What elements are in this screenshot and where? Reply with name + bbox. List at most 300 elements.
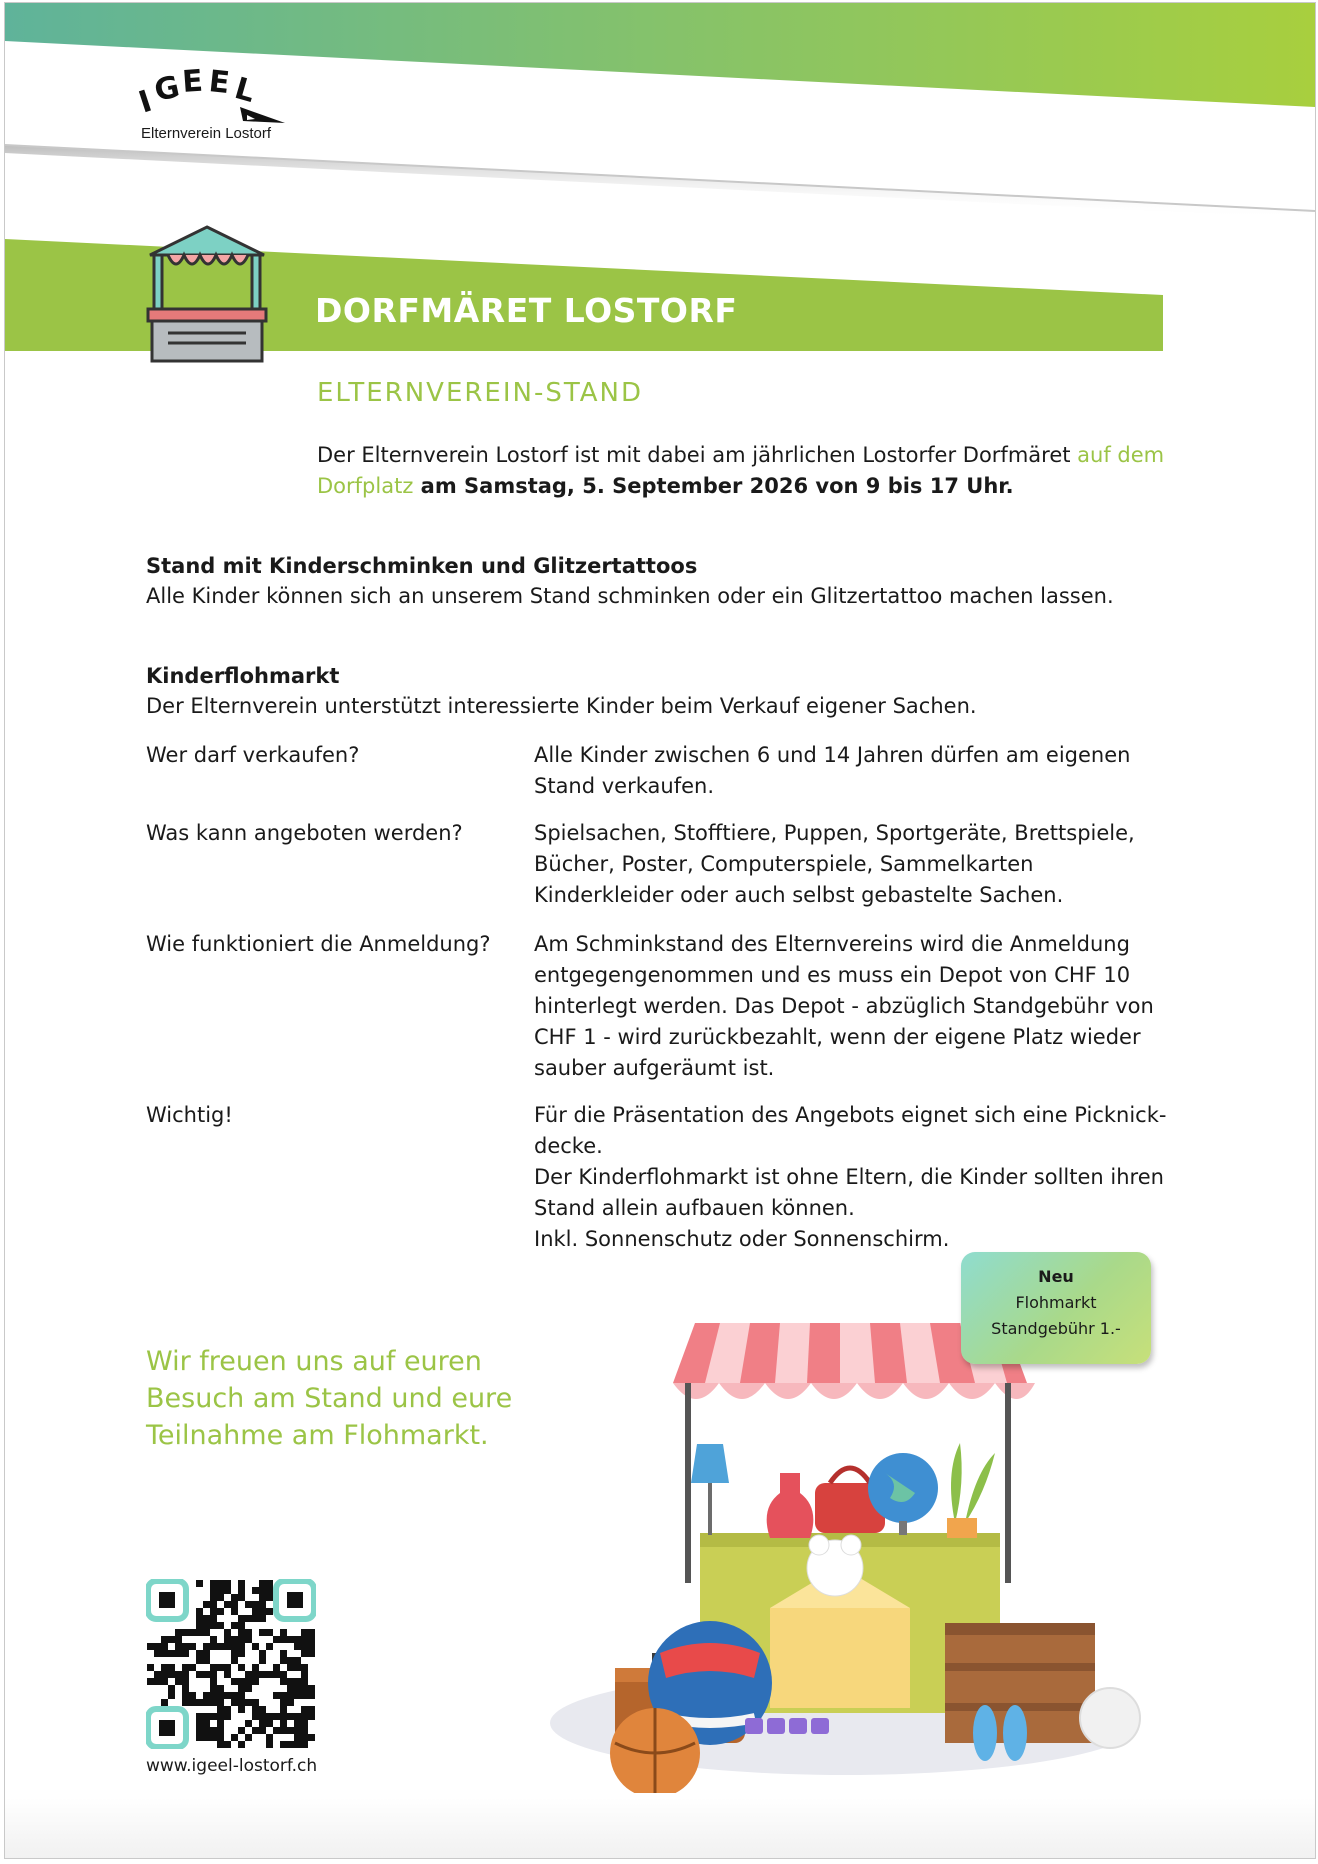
qr-module <box>224 1741 231 1748</box>
qr-module <box>252 1601 259 1608</box>
qr-module <box>217 1664 224 1671</box>
qr-module <box>231 1678 238 1685</box>
qr-module <box>210 1594 217 1601</box>
qr-module <box>175 1636 182 1643</box>
qr-module <box>238 1706 245 1713</box>
qr-module <box>280 1636 287 1643</box>
qr-module <box>245 1671 252 1678</box>
qr-module <box>273 1713 280 1720</box>
qr-module <box>154 1671 161 1678</box>
badge-line: Flohmarkt <box>1015 1293 1097 1312</box>
svg-text:L: L <box>230 71 259 110</box>
intro-paragraph <box>317 440 1177 502</box>
qr-module <box>238 1678 245 1685</box>
qr-module <box>245 1734 252 1741</box>
answer-line: Für die Präsentation des Angebots eignet sich eine Picknick- <box>534 1103 1167 1127</box>
qr-module <box>210 1622 217 1629</box>
qr-module <box>231 1657 238 1664</box>
new-badge <box>961 1252 1151 1364</box>
qr-module <box>273 1664 280 1671</box>
answer-line: Inkl. Sonnenschutz oder Sonnenschirm. <box>534 1227 950 1251</box>
qr-module <box>287 1713 294 1720</box>
qr-module <box>210 1699 217 1706</box>
qr-module <box>301 1650 308 1657</box>
qr-module <box>301 1671 308 1678</box>
qr-module <box>196 1622 203 1629</box>
qr-module <box>259 1650 266 1657</box>
qr-module <box>168 1664 175 1671</box>
qr-module <box>245 1615 252 1622</box>
answer-line: decke. <box>534 1134 603 1158</box>
qr-module <box>203 1699 210 1706</box>
qr-module <box>196 1699 203 1706</box>
qr-module <box>252 1727 259 1734</box>
qr-module <box>266 1587 273 1594</box>
svg-text:E: E <box>207 64 232 102</box>
svg-text:E: E <box>181 63 205 100</box>
qr-module <box>308 1685 315 1692</box>
qr-module <box>203 1692 210 1699</box>
qr-module <box>280 1692 287 1699</box>
qr-module <box>287 1692 294 1699</box>
qr-module <box>301 1692 308 1699</box>
qr-module <box>175 1643 182 1650</box>
answer-line: Alle Kinder zwischen 6 und 14 Jahren dürfen am eigenen <box>534 743 1131 767</box>
qr-module <box>301 1629 308 1636</box>
qr-code <box>146 1579 316 1749</box>
qr-module <box>168 1685 175 1692</box>
qr-module <box>203 1615 210 1622</box>
qr-module <box>287 1664 294 1671</box>
qr-module <box>203 1713 210 1720</box>
qr-module <box>182 1678 189 1685</box>
qr-module <box>203 1727 210 1734</box>
qr-module <box>308 1643 315 1650</box>
qr-module <box>308 1650 315 1657</box>
qr-module <box>287 1741 294 1748</box>
qr-module <box>182 1671 189 1678</box>
qr-module <box>224 1713 231 1720</box>
qr-module <box>280 1650 287 1657</box>
answer-line: sauber aufgeräumt ist. <box>534 1056 775 1080</box>
qr-module <box>280 1699 287 1706</box>
qr-module <box>266 1720 273 1727</box>
qr-module <box>238 1615 245 1622</box>
qr-module <box>217 1622 224 1629</box>
qr-module <box>231 1622 238 1629</box>
qr-module <box>147 1643 154 1650</box>
answer-line: Stand allein aufbauen können. <box>534 1196 855 1220</box>
qr-module <box>238 1685 245 1692</box>
qr-module <box>301 1727 308 1734</box>
qr-module <box>287 1699 294 1706</box>
qr-module <box>238 1650 245 1657</box>
qr-module <box>280 1706 287 1713</box>
qr-module <box>308 1692 315 1699</box>
qr-module <box>259 1580 266 1587</box>
qr-module <box>147 1664 154 1671</box>
qr-module <box>217 1587 224 1594</box>
qr-module <box>196 1608 203 1615</box>
qr-module <box>182 1692 189 1699</box>
qr-module <box>224 1664 231 1671</box>
qr-module <box>154 1643 161 1650</box>
answer-line: Spielsachen, Stofftiere, Puppen, Sportgeräte, Brettspiele, <box>534 821 1135 845</box>
qr-module <box>154 1678 161 1685</box>
qr-module <box>161 1643 168 1650</box>
qr-module <box>203 1671 210 1678</box>
svg-text:G: G <box>151 69 183 109</box>
qr-module <box>224 1587 231 1594</box>
qr-module <box>294 1657 301 1664</box>
qr-module <box>196 1615 203 1622</box>
qr-module <box>301 1678 308 1685</box>
qr-module <box>245 1699 252 1706</box>
qr-module <box>273 1692 280 1699</box>
section-text-schminken: Alle Kinder können sich an unserem Stand schminken oder ein Glitzertattoo machen lassen. <box>146 584 1114 608</box>
qr-module <box>161 1664 168 1671</box>
section-heading-schminken: Stand mit Kinderschminken und Glitzertattoos <box>146 554 698 578</box>
qr-module <box>273 1636 280 1643</box>
qr-module <box>280 1657 287 1664</box>
qr-module <box>217 1706 224 1713</box>
qr-module <box>161 1636 168 1643</box>
svg-text:I: I <box>135 83 157 121</box>
faq-question: Wer darf verkaufen? <box>146 743 360 767</box>
qr-module <box>252 1678 259 1685</box>
qr-module <box>238 1636 245 1643</box>
qr-module <box>231 1650 238 1657</box>
qr-module <box>301 1636 308 1643</box>
qr-module <box>287 1657 294 1664</box>
qr-module <box>217 1608 224 1615</box>
qr-module <box>273 1727 280 1734</box>
qr-module <box>210 1671 217 1678</box>
qr-module <box>252 1608 259 1615</box>
qr-module <box>287 1727 294 1734</box>
qr-module <box>301 1734 308 1741</box>
qr-module <box>217 1643 224 1650</box>
badge-line: Standgebühr 1.- <box>991 1319 1121 1338</box>
qr-module <box>301 1713 308 1720</box>
page-title: DORFMÄRET LOSTORF <box>315 291 738 330</box>
qr-module <box>252 1706 259 1713</box>
qr-module <box>238 1594 245 1601</box>
qr-module <box>182 1629 189 1636</box>
intro-text: Der Elternverein Lostorf ist mit dabei am jährlichen Lostorfer Dorfmäret <box>317 443 1078 467</box>
qr-module <box>189 1664 196 1671</box>
qr-module <box>196 1727 203 1734</box>
qr-module <box>259 1629 266 1636</box>
faq-answer <box>534 1100 1174 1255</box>
qr-module <box>280 1741 287 1748</box>
qr-module <box>294 1664 301 1671</box>
qr-module <box>203 1657 210 1664</box>
qr-module <box>259 1720 266 1727</box>
qr-module <box>301 1685 308 1692</box>
qr-module <box>210 1608 217 1615</box>
section-heading-flohmarkt: Kinderflohmarkt <box>146 664 340 688</box>
qr-module <box>252 1664 259 1671</box>
qr-module <box>210 1727 217 1734</box>
qr-module <box>266 1741 273 1748</box>
qr-module <box>203 1622 210 1629</box>
qr-module <box>252 1587 259 1594</box>
closing-message <box>146 1343 546 1454</box>
qr-module <box>259 1608 266 1615</box>
qr-module <box>266 1608 273 1615</box>
qr-module <box>210 1678 217 1685</box>
qr-module <box>224 1601 231 1608</box>
qr-module <box>196 1713 203 1720</box>
qr-module <box>280 1671 287 1678</box>
qr-module <box>294 1734 301 1741</box>
faq-answer <box>534 818 1174 911</box>
qr-module <box>217 1692 224 1699</box>
qr-module <box>210 1713 217 1720</box>
qr-module <box>203 1650 210 1657</box>
qr-module <box>231 1734 238 1741</box>
qr-module <box>161 1671 168 1678</box>
qr-module <box>287 1636 294 1643</box>
qr-module <box>266 1671 273 1678</box>
qr-module <box>217 1580 224 1587</box>
qr-module <box>182 1685 189 1692</box>
badge-title: Neu <box>1038 1267 1074 1286</box>
qr-module <box>210 1636 217 1643</box>
qr-module <box>259 1594 266 1601</box>
answer-line: Stand verkaufen. <box>534 774 714 798</box>
faq-question: Was kann angeboten werden? <box>146 821 463 845</box>
qr-module <box>182 1650 189 1657</box>
qr-module <box>196 1734 203 1741</box>
qr-module <box>189 1629 196 1636</box>
qr-module <box>224 1636 231 1643</box>
qr-module <box>252 1699 259 1706</box>
qr-module <box>210 1692 217 1699</box>
qr-module <box>217 1699 224 1706</box>
qr-module <box>210 1664 217 1671</box>
qr-module <box>189 1692 196 1699</box>
qr-module <box>210 1734 217 1741</box>
qr-module <box>217 1734 224 1741</box>
qr-module <box>168 1671 175 1678</box>
qr-module <box>203 1643 210 1650</box>
qr-module <box>168 1636 175 1643</box>
qr-module <box>196 1671 203 1678</box>
qr-module <box>238 1699 245 1706</box>
qr-module <box>266 1594 273 1601</box>
qr-module <box>182 1699 189 1706</box>
closing-line: Teilnahme am Flohmarkt. <box>146 1420 489 1451</box>
qr-module <box>175 1650 182 1657</box>
qr-module <box>231 1643 238 1650</box>
qr-module <box>294 1713 301 1720</box>
qr-module <box>203 1629 210 1636</box>
qr-module <box>238 1643 245 1650</box>
qr-module <box>273 1671 280 1678</box>
qr-module <box>245 1601 252 1608</box>
qr-module <box>217 1594 224 1601</box>
qr-module <box>301 1706 308 1713</box>
qr-module <box>238 1580 245 1587</box>
answer-line: entgegengenommen und es muss ein Depot von CHF 10 <box>534 963 1131 987</box>
qr-module <box>210 1615 217 1622</box>
market-stall-icon <box>146 225 268 365</box>
qr-module <box>161 1699 168 1706</box>
flea-market-illustration <box>535 1323 1155 1793</box>
qr-module <box>210 1587 217 1594</box>
faq-question: Wie funktioniert die Anmeldung? <box>146 932 491 956</box>
qr-module <box>203 1720 210 1727</box>
qr-module <box>308 1636 315 1643</box>
qr-module <box>224 1692 231 1699</box>
answer-line: Kinderkleider oder auch selbst gebastelte Sachen. <box>534 883 1064 907</box>
qr-module <box>203 1601 210 1608</box>
qr-module <box>308 1629 315 1636</box>
answer-line: Am Schminkstand des Elternvereins wird die Anmeldung <box>534 932 1130 956</box>
qr-module <box>231 1601 238 1608</box>
section-text-flohmarkt: Der Elternverein unterstützt interessierte Kinder beim Verkauf eigener Sachen. <box>146 694 977 718</box>
qr-module <box>217 1720 224 1727</box>
igeel-logo <box>135 63 305 153</box>
qr-module <box>245 1678 252 1685</box>
qr-module <box>287 1685 294 1692</box>
qr-module <box>294 1692 301 1699</box>
qr-module <box>224 1629 231 1636</box>
qr-module <box>217 1713 224 1720</box>
qr-module <box>280 1713 287 1720</box>
answer-line: hinterlegt werden. Das Depot - abzüglich Standgebühr von <box>534 994 1154 1018</box>
qr-module <box>245 1720 252 1727</box>
qr-module <box>217 1741 224 1748</box>
faq-answer <box>534 740 1174 802</box>
qr-module <box>294 1720 301 1727</box>
qr-module <box>301 1741 308 1748</box>
qr-module <box>189 1699 196 1706</box>
qr-module <box>266 1734 273 1741</box>
qr-module <box>154 1650 161 1657</box>
qr-module <box>308 1734 315 1741</box>
website-link[interactable]: www.igeel-lostorf.ch <box>146 1756 318 1776</box>
qr-module <box>238 1727 245 1734</box>
qr-module <box>210 1601 217 1608</box>
qr-module <box>294 1741 301 1748</box>
qr-module <box>252 1615 259 1622</box>
qr-module <box>266 1643 273 1650</box>
qr-module <box>224 1671 231 1678</box>
closing-line: Besuch am Stand und eure <box>146 1383 513 1414</box>
qr-module <box>266 1629 273 1636</box>
qr-module <box>217 1727 224 1734</box>
qr-module <box>231 1692 238 1699</box>
qr-module <box>266 1713 273 1720</box>
qr-module <box>280 1678 287 1685</box>
qr-module <box>259 1706 266 1713</box>
qr-module <box>238 1622 245 1629</box>
qr-module <box>301 1720 308 1727</box>
qr-module <box>259 1657 266 1664</box>
qr-module <box>161 1650 168 1657</box>
qr-module <box>294 1643 301 1650</box>
qr-module <box>203 1734 210 1741</box>
qr-module <box>308 1706 315 1713</box>
qr-module <box>210 1580 217 1587</box>
answer-line: Der Kinderflohmarkt ist ohne Eltern, die Kinder sollten ihren <box>534 1165 1164 1189</box>
qr-module <box>217 1685 224 1692</box>
qr-module <box>182 1643 189 1650</box>
intro-location: auf dem Dorfplatz <box>317 443 1165 498</box>
qr-module <box>245 1685 252 1692</box>
qr-module <box>231 1594 238 1601</box>
page-subtitle: ELTERNVEREIN-STAND <box>317 378 643 408</box>
qr-module <box>280 1720 287 1727</box>
qr-module <box>287 1678 294 1685</box>
flyer-page <box>4 2 1316 1859</box>
qr-module <box>147 1678 154 1685</box>
qr-module <box>245 1636 252 1643</box>
qr-module <box>259 1587 266 1594</box>
qr-module <box>175 1629 182 1636</box>
qr-module <box>196 1650 203 1657</box>
qr-module <box>175 1671 182 1678</box>
qr-module <box>210 1643 217 1650</box>
qr-module <box>294 1685 301 1692</box>
qr-module <box>238 1587 245 1594</box>
qr-module <box>259 1601 266 1608</box>
qr-module <box>259 1671 266 1678</box>
qr-module <box>231 1699 238 1706</box>
qr-module <box>252 1713 259 1720</box>
qr-module <box>308 1713 315 1720</box>
qr-module <box>238 1741 245 1748</box>
qr-module <box>266 1580 273 1587</box>
qr-module <box>294 1636 301 1643</box>
qr-module <box>168 1692 175 1699</box>
logo-caption: Elternverein Lostorf <box>141 125 272 142</box>
answer-line: Bücher, Poster, Computerspiele, Sammelkarten <box>534 852 1034 876</box>
qr-module <box>301 1664 308 1671</box>
qr-module <box>252 1643 259 1650</box>
qr-module <box>224 1643 231 1650</box>
qr-module <box>196 1657 203 1664</box>
qr-module <box>259 1615 266 1622</box>
qr-module <box>238 1629 245 1636</box>
qr-module <box>245 1629 252 1636</box>
faq-answer <box>534 929 1174 1084</box>
qr-module <box>252 1671 259 1678</box>
qr-module <box>238 1692 245 1699</box>
qr-module <box>224 1580 231 1587</box>
intro-date: am Samstag, 5. September 2026 von 9 bis 17 Uhr. <box>413 474 1014 498</box>
qr-module <box>196 1580 203 1587</box>
qr-module <box>161 1678 168 1685</box>
qr-module <box>175 1678 182 1685</box>
qr-module <box>196 1720 203 1727</box>
qr-module <box>231 1608 238 1615</box>
qr-module <box>238 1664 245 1671</box>
closing-line: Wir freuen uns auf euren <box>146 1346 482 1377</box>
qr-module <box>189 1643 196 1650</box>
qr-module <box>231 1636 238 1643</box>
qr-module <box>259 1727 266 1734</box>
qr-module <box>168 1650 175 1657</box>
faq-question: Wichtig! <box>146 1103 233 1127</box>
qr-module <box>294 1678 301 1685</box>
bottom-shade <box>5 1798 1315 1858</box>
qr-module <box>196 1629 203 1636</box>
qr-module <box>280 1629 287 1636</box>
